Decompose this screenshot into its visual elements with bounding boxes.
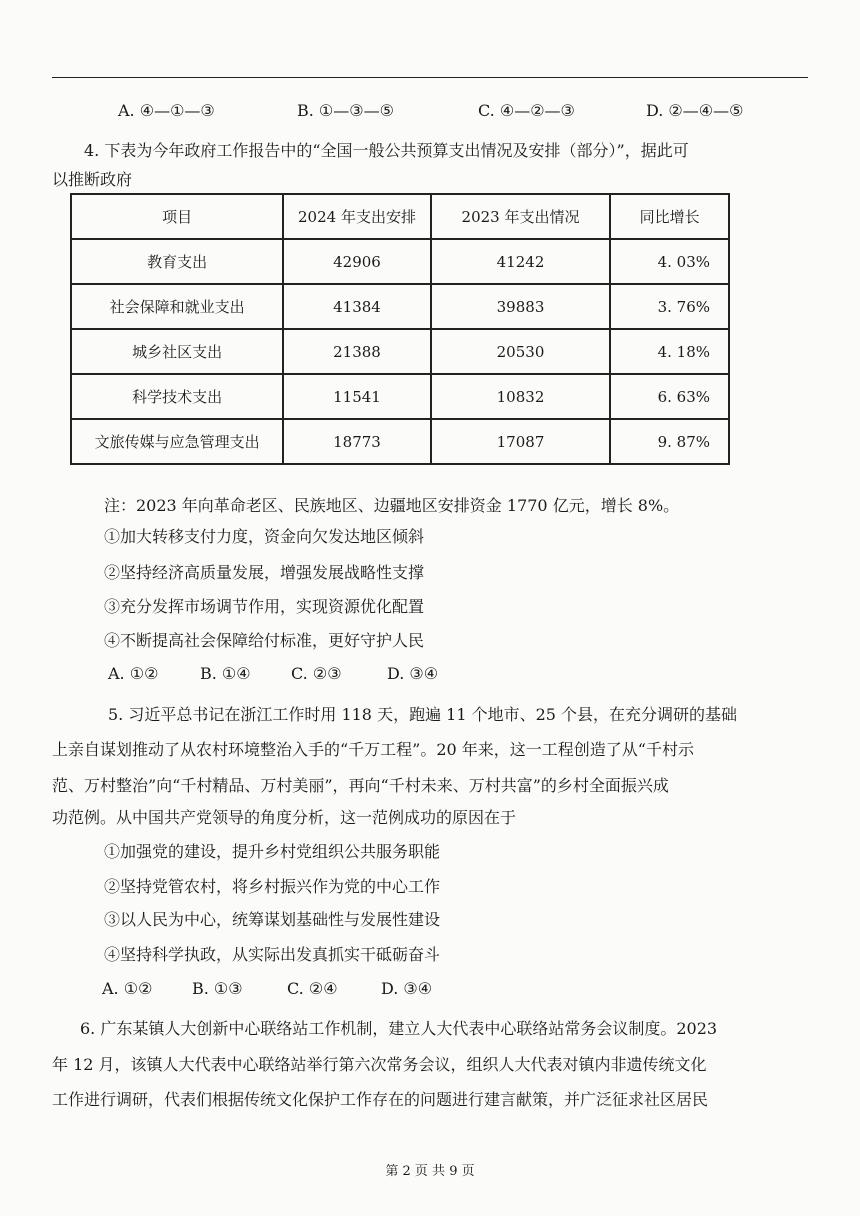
cell-2023: 39883 xyxy=(431,284,610,329)
q6-line-3: 工作进行调研，代表们根据传统文化保护工作存在的问题进行建言献策，并广泛征求社区居民 xyxy=(52,1090,709,1109)
q5-line-4: 功范例。从中国共产党领导的角度分析，这一范例成功的原因在于 xyxy=(52,808,517,827)
q4-option-c: C. ②③ xyxy=(291,664,342,683)
cell-2024: 41384 xyxy=(283,284,431,329)
header-growth: 同比增长 xyxy=(610,194,729,239)
cell-2024: 11541 xyxy=(283,374,431,419)
q5-line-3: 范、万村整治”向“千村精品、万村美丽”，再向“千村未来、万村共富”的乡村全面振兴成 xyxy=(52,776,669,795)
q4-item-2: ②坚持经济高质量发展，增强发展战略性支撑 xyxy=(104,563,425,582)
cell-growth: 6. 63% xyxy=(610,374,729,419)
cell-2024: 18773 xyxy=(283,419,431,464)
table-row xyxy=(71,329,729,374)
q5-option-c: C. ②④ xyxy=(287,979,338,998)
header-2024: 2024 年支出安排 xyxy=(283,194,431,239)
table-row xyxy=(71,239,729,284)
q5-item-1: ①加强党的建设，提升乡村党组织公共服务职能 xyxy=(104,842,441,861)
q5-line-2: 上亲自谋划推动了从农村环境整治入手的“千万工程”。20 年来，这一工程创造了从“千村示 xyxy=(52,740,694,759)
q4-option-b: B. ①④ xyxy=(200,664,251,683)
q6-line-2: 年 12 月，该镇人大代表中心联络站举行第六次常务会议，组织人大代表对镇内非遗传统文化 xyxy=(52,1055,707,1074)
cell-item: 科学技术支出 xyxy=(71,374,283,419)
q4-note: 注：2023 年向革命老区、民族地区、边疆地区安排资金 1770 亿元，增长 8%。 xyxy=(104,496,680,515)
q5-item-2: ②坚持党管农村，将乡村振兴作为党的中心工作 xyxy=(104,877,441,896)
q4-option-a: A. ①② xyxy=(108,664,159,683)
cell-item: 文旅传媒与应急管理支出 xyxy=(71,419,283,464)
cell-item: 城乡社区支出 xyxy=(71,329,283,374)
cell-2023: 41242 xyxy=(431,239,610,284)
budget-table xyxy=(70,193,730,465)
cell-2023: 17087 xyxy=(431,419,610,464)
q3-option-c: C. ④—②—③ xyxy=(478,101,575,120)
header-item: 项目 xyxy=(71,194,283,239)
cell-2023: 20530 xyxy=(431,329,610,374)
q5-line-1: 5. 习近平总书记在浙江工作时用 118 天，跑遍 11 个地市、25 个县，在充分调研的基础 xyxy=(108,705,738,724)
cell-2023: 10832 xyxy=(431,374,610,419)
q4-item-1: ①加大转移支付力度，资金向欠发达地区倾斜 xyxy=(104,527,425,546)
cell-item: 社会保障和就业支出 xyxy=(71,284,283,329)
q5-option-b: B. ①③ xyxy=(192,979,243,998)
q5-item-4: ④坚持科学执政，从实际出发真抓实干砥砺奋斗 xyxy=(104,945,441,964)
cell-growth: 4. 03% xyxy=(610,239,729,284)
cell-item: 教育支出 xyxy=(71,239,283,284)
table-row xyxy=(71,374,729,419)
cell-growth: 9. 87% xyxy=(610,419,729,464)
q3-option-a: A. ④—①—③ xyxy=(118,101,215,120)
header-2023: 2023 年支出情况 xyxy=(431,194,610,239)
q3-option-b: B. ①—③—⑤ xyxy=(297,101,394,120)
table-row xyxy=(71,419,729,464)
cell-growth: 4. 18% xyxy=(610,329,729,374)
q6-line-1: 6. 广东某镇人大创新中心联络站工作机制，建立人大代表中心联络站常务会议制度。2023 xyxy=(80,1019,718,1038)
q3-option-d: D. ②—④—⑤ xyxy=(646,101,744,120)
q5-option-a: A. ①② xyxy=(102,979,153,998)
q4-stem-line2: 以推断政府 xyxy=(52,170,133,189)
page-footer: 第 2 页 共 9 页 xyxy=(385,1164,475,1179)
cell-growth: 3. 76% xyxy=(610,284,729,329)
cell-2024: 42906 xyxy=(283,239,431,284)
q4-item-3: ③充分发挥市场调节作用，实现资源优化配置 xyxy=(104,597,425,616)
cell-2024: 21388 xyxy=(283,329,431,374)
q4-option-d: D. ③④ xyxy=(387,664,439,683)
header-rule xyxy=(52,77,808,78)
table-row xyxy=(71,284,729,329)
table-header-row xyxy=(71,194,729,239)
q4-item-4: ④不断提高社会保障给付标准，更好守护人民 xyxy=(104,631,425,650)
q5-option-d: D. ③④ xyxy=(381,979,433,998)
q5-item-3: ③以人民为中心，统筹谋划基础性与发展性建设 xyxy=(104,910,441,929)
q4-stem-line1: 4. 下表为今年政府工作报告中的“全国一般公共预算支出情况及安排（部分）”，据此可 xyxy=(84,141,689,160)
